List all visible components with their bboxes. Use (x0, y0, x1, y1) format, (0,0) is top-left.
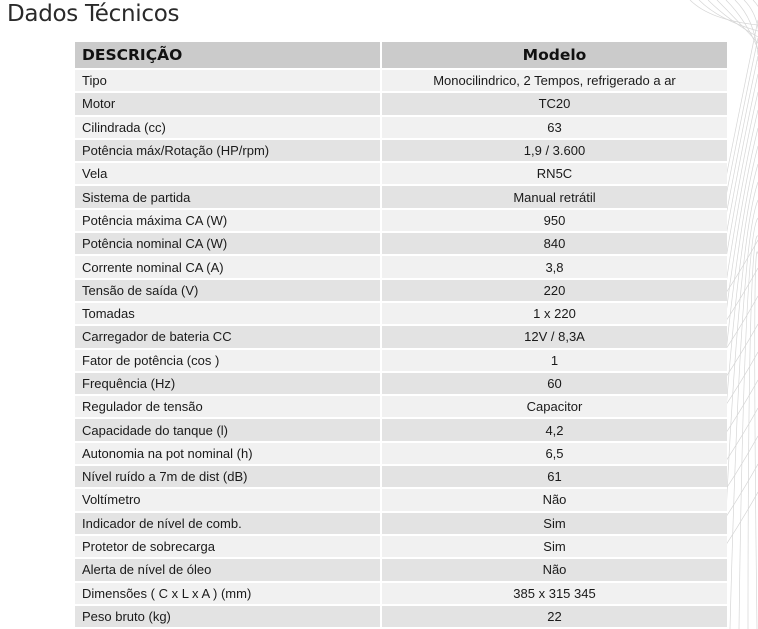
table-row (75, 349, 727, 372)
row-value: 1 x 220 (381, 302, 727, 325)
row-value: 60 (381, 372, 727, 395)
table-row (75, 302, 727, 325)
table-row (75, 465, 727, 488)
row-label: Dimensões ( C x L x A ) (mm) (75, 582, 381, 605)
row-label: Sistema de partida (75, 185, 381, 208)
row-value: 4,2 (381, 418, 727, 441)
table-row (75, 395, 727, 418)
table-row (75, 512, 727, 535)
table-row (75, 69, 727, 92)
row-label: Cilindrada (cc) (75, 116, 381, 139)
row-value: 12V / 8,3A (381, 325, 727, 348)
table-row (75, 139, 727, 162)
row-label: Potência máx/Rotação (HP/rpm) (75, 139, 381, 162)
page-title: Dados Técnicos (7, 1, 180, 27)
table-row (75, 209, 727, 232)
table-header-row (75, 42, 727, 69)
row-label: Alerta de nível de óleo (75, 558, 381, 581)
header-description: DESCRIÇÃO (75, 42, 381, 69)
spec-table-body (75, 69, 727, 628)
table-row (75, 185, 727, 208)
row-label: Protetor de sobrecarga (75, 535, 381, 558)
row-label: Nível ruído a 7m de dist (dB) (75, 465, 381, 488)
table-row (75, 325, 727, 348)
row-value: 950 (381, 209, 727, 232)
row-value: Monocilindrico, 2 Tempos, refrigerado a ar (381, 69, 727, 92)
table-row (75, 535, 727, 558)
row-value: 61 (381, 465, 727, 488)
row-value: 3,8 (381, 255, 727, 278)
row-value: Não (381, 558, 727, 581)
table-row (75, 372, 727, 395)
row-label: Tipo (75, 69, 381, 92)
row-value: RN5C (381, 162, 727, 185)
row-label: Tensão de saída (V) (75, 279, 381, 302)
row-label: Potência nominal CA (W) (75, 232, 381, 255)
row-label: Tomadas (75, 302, 381, 325)
row-value: Sim (381, 535, 727, 558)
row-value: Capacitor (381, 395, 727, 418)
row-label: Peso bruto (kg) (75, 605, 381, 628)
table-row (75, 488, 727, 511)
row-label: Fator de potência (cos ) (75, 349, 381, 372)
table-row (75, 442, 727, 465)
spec-table (75, 42, 727, 629)
table-row (75, 279, 727, 302)
row-label: Capacidade do tanque (l) (75, 418, 381, 441)
row-value: Manual retrátil (381, 185, 727, 208)
row-label: Potência máxima CA (W) (75, 209, 381, 232)
row-value: Sim (381, 512, 727, 535)
row-value: 840 (381, 232, 727, 255)
table-row (75, 162, 727, 185)
row-label: Regulador de tensão (75, 395, 381, 418)
table-row (75, 255, 727, 278)
row-label: Motor (75, 92, 381, 115)
table-row (75, 582, 727, 605)
table-row (75, 116, 727, 139)
table-row (75, 418, 727, 441)
row-value: 22 (381, 605, 727, 628)
row-label: Carregador de bateria CC (75, 325, 381, 348)
row-label: Corrente nominal CA (A) (75, 255, 381, 278)
row-value: 6,5 (381, 442, 727, 465)
row-value: 63 (381, 116, 727, 139)
row-label: Autonomia na pot nominal (h) (75, 442, 381, 465)
row-label: Vela (75, 162, 381, 185)
row-label: Indicador de nível de comb. (75, 512, 381, 535)
header-model: Modelo (381, 42, 727, 69)
row-value: 1,9 / 3.600 (381, 139, 727, 162)
table-row (75, 92, 727, 115)
row-value: Não (381, 488, 727, 511)
row-label: Voltímetro (75, 488, 381, 511)
table-row (75, 558, 727, 581)
row-label: Frequência (Hz) (75, 372, 381, 395)
row-value: TC20 (381, 92, 727, 115)
table-row (75, 605, 727, 628)
table-row (75, 232, 727, 255)
row-value: 1 (381, 349, 727, 372)
row-value: 385 x 315 345 (381, 582, 727, 605)
row-value: 220 (381, 279, 727, 302)
